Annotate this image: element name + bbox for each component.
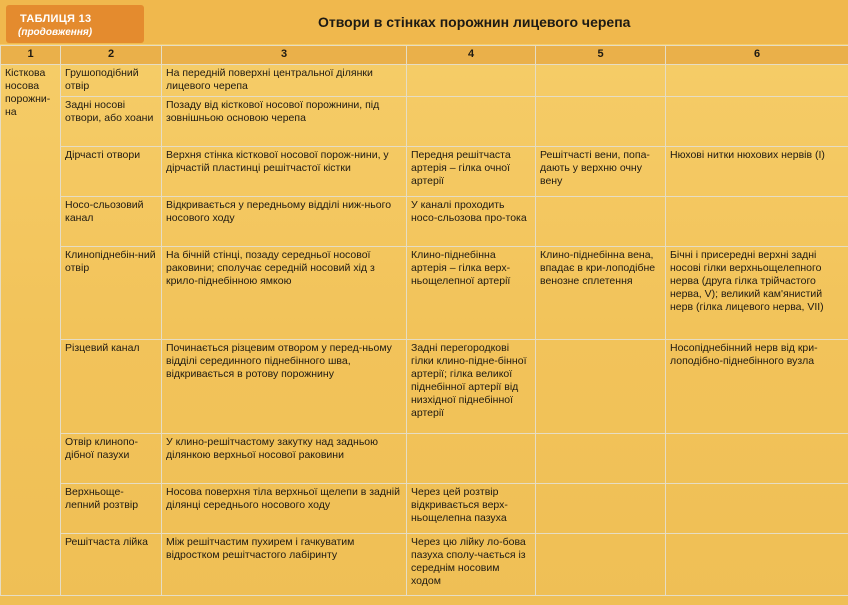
foramen-name-cell: Грушоподібний отвір <box>61 65 162 97</box>
foramen-name-cell: Дірчасті отвори <box>61 147 162 197</box>
table-row <box>1 534 848 596</box>
location-cell: Між решітчастим пухирем і гачкуватим відростком решітчастого лабіринту <box>162 534 407 596</box>
artery-cell: Передня решітчаста артерія – гілка очної артерії <box>407 147 536 197</box>
location-cell: Верхня стінка кісткової носової порож-нини, у дірчастій пластинці решітчастої кістки <box>162 147 407 197</box>
column-header: 5 <box>536 46 666 65</box>
vein-cell <box>536 434 666 484</box>
table-row <box>1 97 848 147</box>
column-header: 6 <box>666 46 848 65</box>
nerve-cell <box>666 534 848 596</box>
artery-cell: Задні перегородкові гілки клино-підне-бінної артерії; гілка великої піднебінної артерії від низхідної піднебінної артерії <box>407 340 536 434</box>
nerve-cell <box>666 197 848 247</box>
nerve-cell <box>666 65 848 97</box>
vein-cell <box>536 197 666 247</box>
foramen-name-cell: Решітчаста лійка <box>61 534 162 596</box>
foramen-name-cell: Задні носові отвори, або хоани <box>61 97 162 147</box>
region-cell: Кісткова носова порожни-на <box>1 65 61 596</box>
nerve-cell <box>666 484 848 534</box>
location-cell: На передній поверхні центральної ділянки лицевого черепа <box>162 65 407 97</box>
artery-cell: Через цю лійку ло-бова пазуха сполу-чається із середнім носовим ходом <box>407 534 536 596</box>
artery-cell: Через цей розтвір відкривається верх-ньощелепна пазуха <box>407 484 536 534</box>
foramina-table <box>0 45 848 596</box>
vein-cell <box>536 484 666 534</box>
table-number-label: ТАБЛИЦЯ 13 <box>20 13 92 25</box>
column-header: 1 <box>1 46 61 65</box>
foramen-name-cell: Різцевий канал <box>61 340 162 434</box>
table-row <box>1 65 848 97</box>
vein-cell: Решітчасті вени, попа-дають у верхню очну вену <box>536 147 666 197</box>
table-row <box>1 434 848 484</box>
foramen-name-cell: Клинопіднебін-ний отвір <box>61 247 162 340</box>
nerve-cell <box>666 97 848 147</box>
vein-cell <box>536 97 666 147</box>
nerve-cell: Нюхові нитки нюхових нервів (I) <box>666 147 848 197</box>
column-header: 4 <box>407 46 536 65</box>
nerve-cell: Носопіднебінний нерв від кри-лоподібно-піднебінного вузла <box>666 340 848 434</box>
foramen-name-cell: Носо-сльозовий канал <box>61 197 162 247</box>
table-header-bar <box>0 0 848 44</box>
vein-cell <box>536 65 666 97</box>
location-cell: Позаду від кісткової носової порожнини, під зовнішньою основою черепа <box>162 97 407 147</box>
vein-cell <box>536 534 666 596</box>
location-cell: Носова поверхня тіла верхньої щелепи в задній ділянці середнього носового ходу <box>162 484 407 534</box>
location-cell: У клино-решітчастому закутку над задньою ділянкою верхньої носової раковини <box>162 434 407 484</box>
column-header: 3 <box>162 46 407 65</box>
foramen-name-cell: Отвір клинопо-дібної пазухи <box>61 434 162 484</box>
table-continuation-label: (продовження) <box>18 27 93 38</box>
table-number-tab <box>6 5 144 43</box>
column-header: 2 <box>61 46 162 65</box>
location-cell: Відкривається у передньому відділі ниж-нього носового ходу <box>162 197 407 247</box>
vein-cell <box>536 340 666 434</box>
table-row <box>1 340 848 434</box>
artery-cell <box>407 434 536 484</box>
page-title: Отвори в стінках порожнин лицевого черепа <box>318 14 631 30</box>
location-cell: Починається різцевим отвором у перед-ньому відділі серединного піднебінного шва, відкривається в ротову порожнину <box>162 340 407 434</box>
artery-cell <box>407 97 536 147</box>
table-row <box>1 147 848 197</box>
foramen-name-cell: Верхньоще-лепний розтвір <box>61 484 162 534</box>
column-number-row <box>1 46 848 65</box>
location-cell: На бічній стінці, позаду середньої носової раковини; сполучає середній носовий хід з крило-піднебінною ямкою <box>162 247 407 340</box>
artery-cell: Клино-піднебінна артерія – гілка верх-ньощелепної артерії <box>407 247 536 340</box>
table-row <box>1 484 848 534</box>
table-row <box>1 197 848 247</box>
table-row <box>1 247 848 340</box>
artery-cell <box>407 65 536 97</box>
artery-cell: У каналі проходить носо-сльозова про-тока <box>407 197 536 247</box>
nerve-cell <box>666 434 848 484</box>
nerve-cell: Бічні і присередні верхні задні носові гілки верхньощелепного нерва (друга гілка трійчастого нерва, V); великий кам'янистий нерв (гілка лицевого нерва, VII) <box>666 247 848 340</box>
vein-cell: Клино-піднебінна вена, впадає в кри-лоподібне венозне сплетення <box>536 247 666 340</box>
